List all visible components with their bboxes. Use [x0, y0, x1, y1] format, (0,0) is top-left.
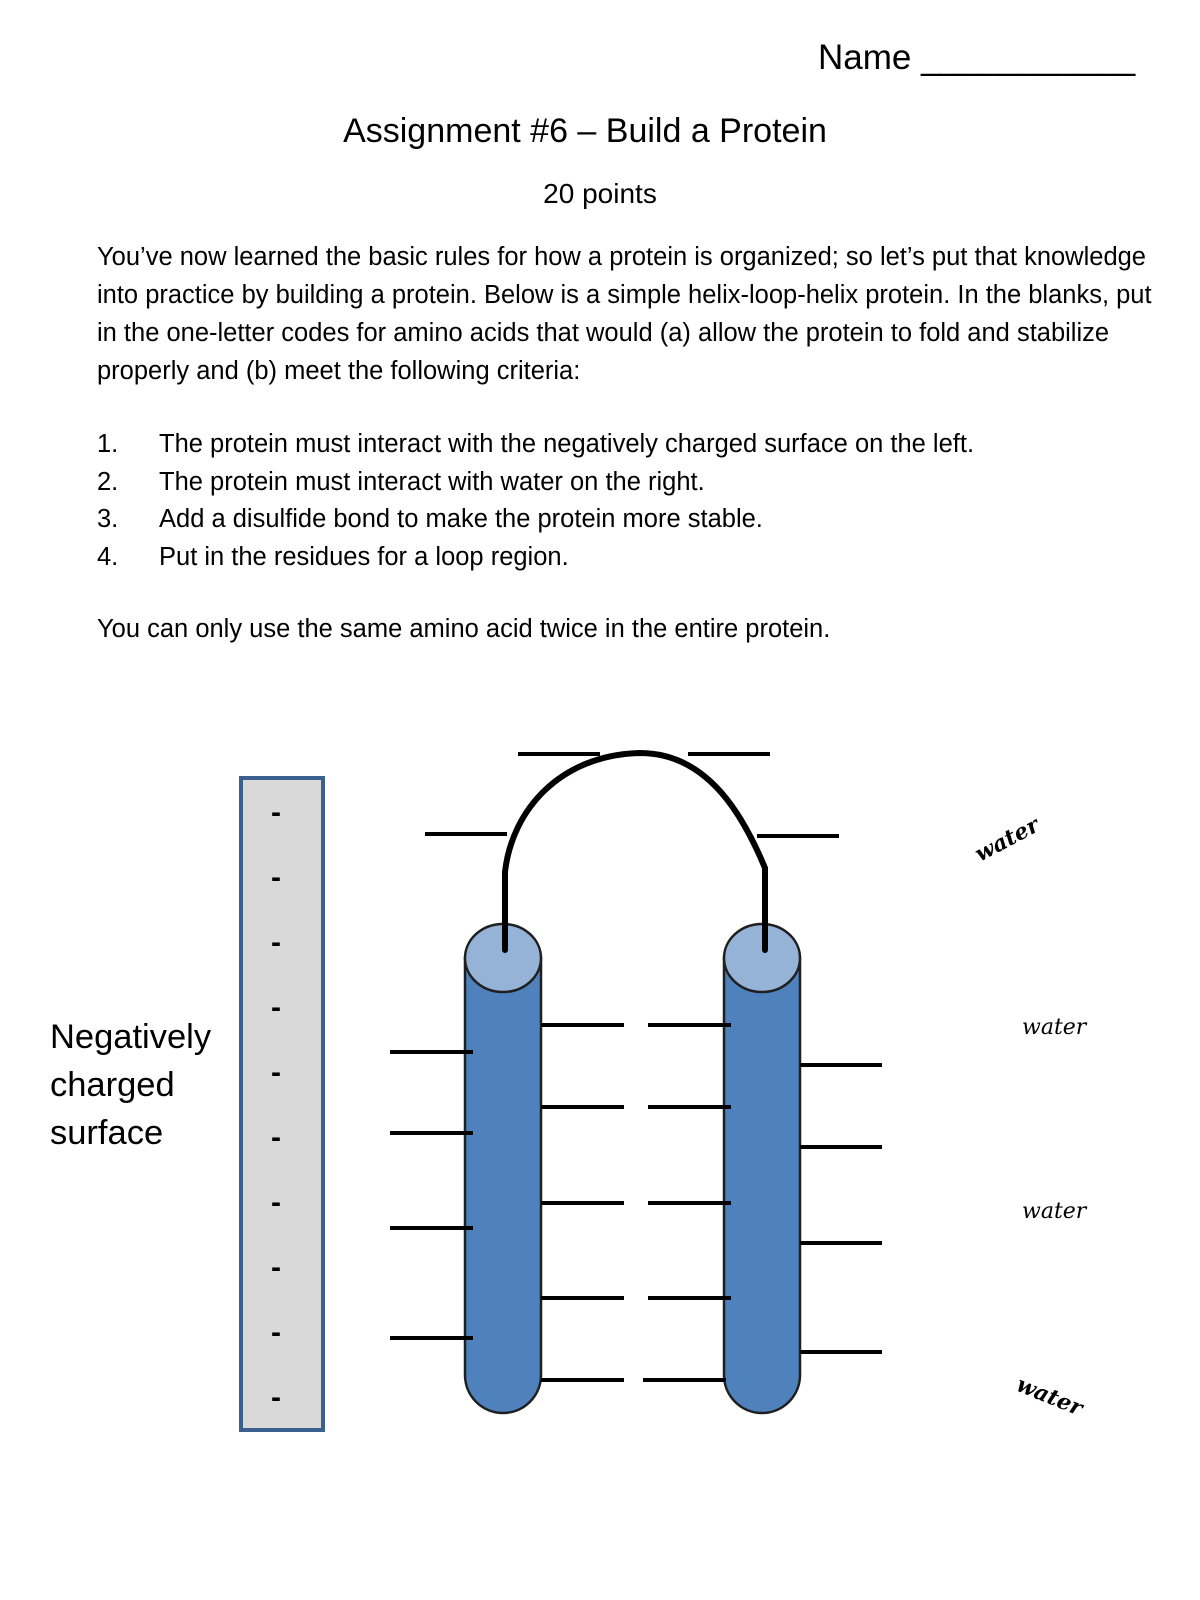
- criteria-number: 4.: [97, 542, 119, 571]
- water-label: water: [1012, 1371, 1087, 1422]
- surface-label-line: surface: [50, 1114, 164, 1152]
- left-helix-inner-blanks: [541, 1025, 624, 1380]
- loop-region: [505, 753, 765, 950]
- criteria-text: Add a disulfide bond to make the protein more stable.: [159, 505, 763, 533]
- intro-paragraph: You’ve now learned the basic rules for how a protein is organized; so let’s put that knowledge into practice by building a protein. Below is a simple helix-loop-helix protein. In the blanks, put in the one-letter codes for amino acids that would (a) allow the protein to fold and stabilize properly and (b) meet the following criteria:: [97, 243, 1152, 385]
- closing-rule: You can only use the same amino acid twice in the entire protein.: [97, 615, 831, 643]
- left-helix-outer-blanks: [390, 1052, 473, 1338]
- points-subtitle: 20 points: [543, 178, 657, 209]
- negative-charge: -: [271, 1381, 281, 1414]
- negative-charge: -: [271, 991, 281, 1024]
- water-label: water: [1022, 1199, 1087, 1224]
- negative-charge: -: [271, 861, 281, 894]
- negative-charge: -: [271, 1186, 281, 1219]
- surface-label-line: Negatively: [50, 1018, 212, 1056]
- right-helix-outer-blanks: [800, 1065, 882, 1352]
- criteria-text: Put in the residues for a loop region.: [159, 542, 569, 571]
- right-helix: [724, 924, 800, 1413]
- criteria-number: 1.: [97, 430, 119, 458]
- name-field: Name ___________: [818, 38, 1136, 77]
- surface-label-line: charged: [50, 1066, 175, 1104]
- negative-charge: -: [271, 1121, 281, 1154]
- criteria-text: The protein must interact with water on the right.: [159, 467, 705, 496]
- negative-charge: -: [271, 1316, 281, 1349]
- right-helix-inner-blanks: [643, 1025, 731, 1380]
- negative-charge: -: [271, 1251, 281, 1284]
- criteria-number: 3.: [97, 505, 119, 533]
- page-title: Assignment #6 – Build a Protein: [343, 112, 827, 150]
- criteria-text: The protein must interact with the negatively charged surface on the left.: [159, 430, 975, 458]
- negative-charge: -: [271, 796, 281, 829]
- water-label: water: [1022, 1015, 1087, 1040]
- charged-surface: [241, 778, 323, 1430]
- loop-blanks: [425, 754, 839, 836]
- water-labels: [971, 811, 1088, 1422]
- criteria-number: 2.: [97, 467, 119, 496]
- water-label: water: [970, 811, 1044, 868]
- negative-charge: -: [271, 1056, 281, 1089]
- negative-charge: -: [271, 926, 281, 959]
- left-helix: [465, 924, 541, 1413]
